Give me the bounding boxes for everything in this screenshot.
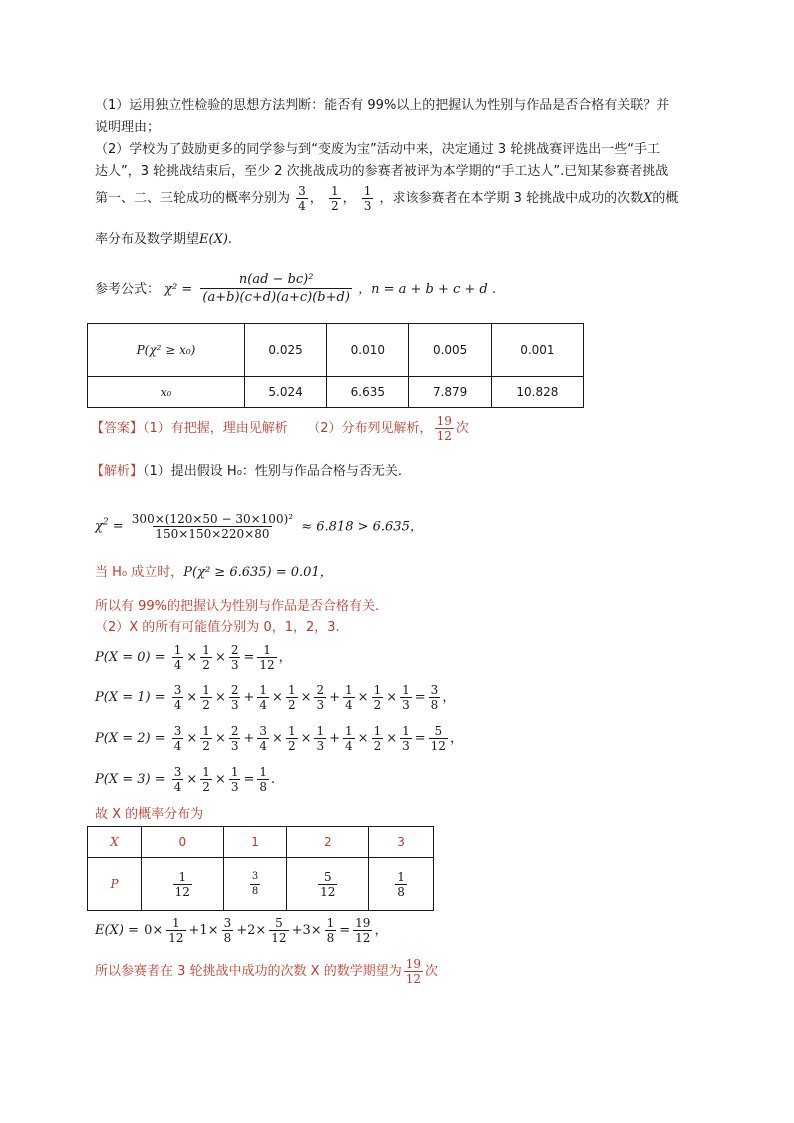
question-part1: （1）运用独立性检验的思想方法判断：能否有 99%以上的把握认为性别与作品是否合格有关联？并 [95,98,670,113]
var-x: X [643,191,653,206]
table-cell: 10.828 [491,377,583,408]
dist-cell: $\frac{1}{12}$ [141,858,223,911]
dist-title: 故 X 的概率分布为 [95,807,204,822]
dist-cell: 2 [287,827,369,858]
answer-text: （1）有把握，理由见解析 （2）分布列见解析， [143,421,433,436]
prob3-fraction: $\frac{1}{3}$ [363,184,372,213]
answer-line: 【答案】（1）有把握，理由见解析 （2）分布列见解析， $\frac{19}{12}$ 次 [91,414,469,443]
line3-text-b: ，求该参赛者在本学期 3 轮挑战中成功的次数 [379,191,644,206]
table-cell: 7.879 [409,377,491,408]
final-conclusion: 所以参赛者在 3 轮挑战中成功的次数 X 的数学期望为 $\frac{19}{12}$ 次 [95,957,439,986]
formula-n-def: ，n = a + b + c + d . [358,282,497,297]
answer-fraction: $\frac{19}{12}$ [436,414,452,443]
dist-cell: 3 [369,827,434,858]
analysis-text: （1）提出假设 H₀：性别与作品合格与否无关. [143,464,403,479]
distribution-table [87,826,434,911]
prob-x0: P(X = 0) = $\frac{1}{4}$ × $\frac{1}{2}$ × $\frac{2}{3}$ = $\frac{1}{12}$ ， [95,643,292,672]
chi-fraction: $\frac{\text{300×(120×50 − 30×100)²}}{150\times 150\times 220\times 80}$ [131,512,294,542]
dist-cell: 0 [141,827,223,858]
dist-cell: $\frac{3}{8}$ [223,858,287,911]
formula-label: 参考公式： [95,282,161,297]
dist-cell: $\frac{1}{8}$ [369,858,434,911]
dist-cell: $\frac{5}{12}$ [287,858,369,911]
reference-formula [95,272,496,307]
conclusion1: 所以有 99%的把握认为性别与作品是否合格有关. [95,599,380,614]
table-cell: 0.025 [244,324,326,377]
part2-heading: （2）X 的所有可能值分别为 0，1，2，3. [95,620,340,635]
prob-x2: P(X = 2) = $\frac{3}{4}$ × $\frac{1}{2}$ × $\frac{2}{3}$ + $\frac{3}{4}$ × $\frac{1}{2}$ × $\frac{1}{3}$ + $\frac{1}{4}$ × $\frac{1}{2}$ × $\frac{1}{3}$ = $\frac{5}{12}$ ， [95,724,463,753]
question-part2-line1: （2）学校为了鼓励更多的同学参与到“变废为宝”活动中来，决定通过 3 轮挑战赛评选出一些“手工 [95,142,661,157]
table-cell: 0.005 [409,324,491,377]
prob1-fraction: $\frac{3}{4}$ [298,184,306,213]
table-header-x0: x₀ [88,377,245,408]
analysis-tag: 【解析】 [91,464,144,479]
question-part2-line3: 第一、二、三轮成功的概率分别为 $\frac{3}{4}$ ， $\frac{1}{2}$ ， $\frac{1}{3}$ ，求该参赛者在本学期 3 轮挑战中成功的次数X的概 [95,184,679,213]
prob2-fraction: $\frac{1}{2}$ [330,184,339,213]
dist-header-p: P [88,858,142,911]
dist-cell: 1 [223,827,287,858]
question-part1-cont: 说明理由； [95,120,161,135]
table-cell: 5.024 [244,377,326,408]
critical-value-table [87,323,584,408]
analysis-line [91,462,402,482]
expectation-line: E(X) = 0× $\frac{1}{12}$ +1× $\frac{3}{8}$ +2× $\frac{5}{12}$ +3× $\frac{1}{8}$ = $\frac{19}{12}$ ， [95,916,388,945]
chi-calculation: $\chi^2$ = $\frac{\text{300×(120×50 − 30×100)²}}{150\times 150\times 220\times 80}$ ≈ 6.818 > 6.635， [95,512,423,542]
question-part2-line4: 率分布及数学期望E(X). [95,232,233,247]
question-part2-line2: 达人”，3 轮挑战结束后，至少 2 次挑战成功的参赛者被评为本学期的“手工达人”.已知某参赛者挑战 [95,164,669,179]
table-cell: 0.001 [491,324,583,377]
line3-text-c: 的概 [652,191,679,206]
answer-tag: 【答案】 [91,421,144,436]
formula-fraction: $\frac{\text{n(ad − bc)²}}{(a+b)(c+d)(a+c)(b+d)}$ [202,272,350,305]
h0-line: 当 H₀ 成立时，P(χ² ≥ 6.635) = 0.01， [95,565,333,580]
formula-chi: χ² = [164,282,193,297]
line3-text-a: 第一、二、三轮成功的概率分别为 [95,191,291,206]
prob-x3: P(X = 3) = $\frac{3}{4}$ × $\frac{1}{2}$ × $\frac{1}{3}$ = $\frac{1}{8}$ . [95,765,276,794]
dist-header-x: X [88,827,142,858]
table-cell: 0.010 [327,324,409,377]
table-cell: 6.635 [327,377,409,408]
chi-result: ≈ 6.818 > 6.635， [301,519,423,535]
table-header-p: P(χ² ≥ x₀) [88,324,245,377]
prob-x1: P(X = 1) = $\frac{3}{4}$ × $\frac{1}{2}$ × $\frac{2}{3}$ + $\frac{1}{4}$ × $\frac{1}{2}$ × $\frac{2}{3}$ + $\frac{1}{4}$ × $\frac{1}{2}$ × $\frac{1}{3}$ = $\frac{3}{8}$ ， [95,683,456,712]
